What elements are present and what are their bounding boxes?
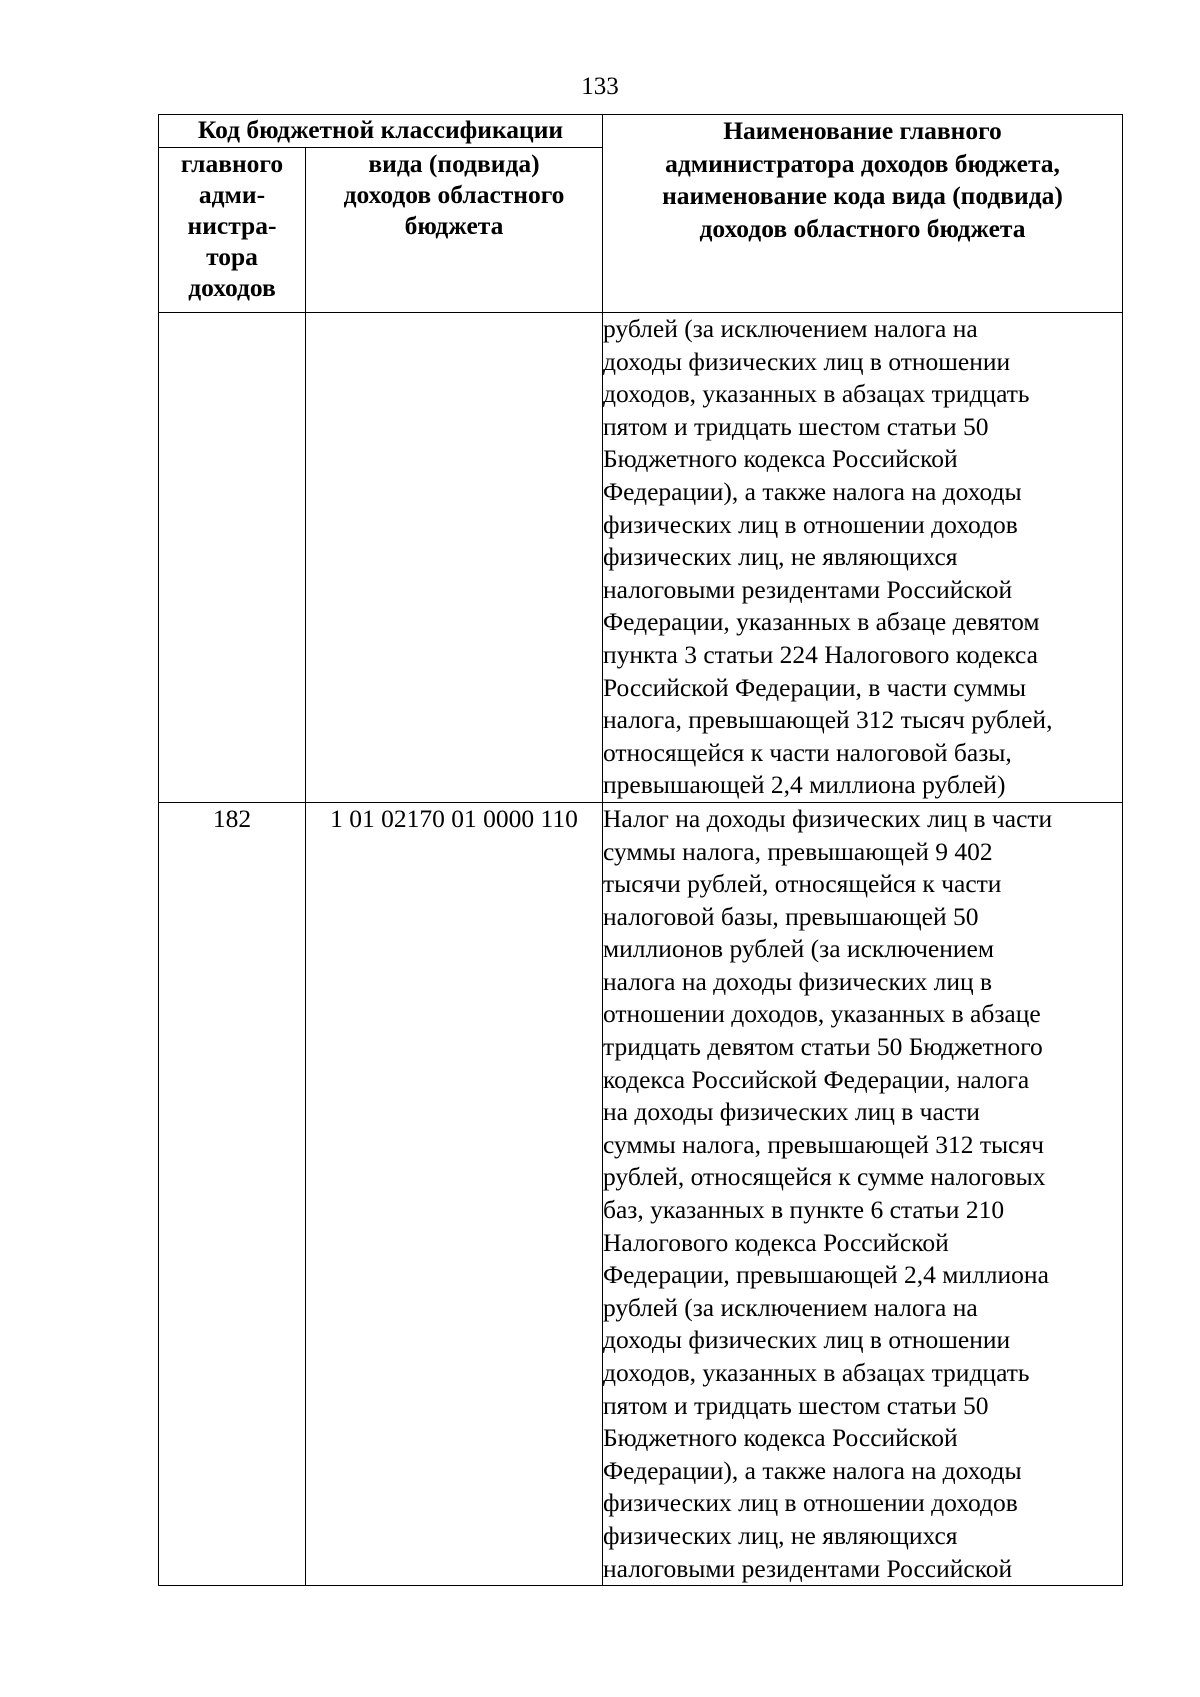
description-line: на доходы физических лиц в части <box>603 1097 980 1127</box>
description-line: тридцать девятом статьи 50 Бюджетного <box>603 1032 1043 1062</box>
description-line: рублей, относящейся к сумме налоговых <box>603 1162 1046 1192</box>
description-line: Бюджетного кодекса Российской <box>603 1423 958 1453</box>
header-name-line: Наименование главного <box>723 116 1002 145</box>
description-line: Налогового кодекса Российской <box>603 1227 949 1257</box>
description-cell <box>603 313 1123 803</box>
description-line: налога, превышающей 312 тысяч рублей, <box>603 705 1053 735</box>
header-name-column <box>603 115 1123 313</box>
description-line: тысячи рублей, относящейся к части <box>603 869 1002 899</box>
description-line: Федерации), а также налога на доходы <box>603 476 1022 506</box>
kind-code-cell: 1 01 02170 01 0000 110 <box>306 802 603 1585</box>
header-kind-line: доходов областного <box>343 180 565 209</box>
description-line: физических лиц в отношении доходов <box>603 509 1018 539</box>
header-admin-line: доходов <box>188 273 276 302</box>
description-line: рублей (за исключением налога на <box>603 1292 978 1322</box>
table-body <box>159 313 1123 1586</box>
page-number: 133 <box>581 73 619 100</box>
description-line: баз, указанных в пункте 6 статьи 210 <box>603 1195 1005 1225</box>
header-admin-line: тора <box>206 242 258 271</box>
description-cell <box>603 802 1123 1585</box>
header-name-line: администратора доходов бюджета, <box>665 148 1060 178</box>
description-line: отношении доходов, указанных в абзаце <box>603 999 1041 1029</box>
table-row <box>159 313 1123 803</box>
header-kind-column <box>306 148 603 313</box>
header-admin-line: нистра- <box>187 211 277 240</box>
description-line: налоговыми резидентами Российской <box>603 1553 1013 1583</box>
kind-code-cell <box>306 313 603 803</box>
header-kind-line: вида (подвида) <box>368 149 540 178</box>
description-line: Федерации), а также налога на доходы <box>603 1455 1022 1485</box>
description-line: доходы физических лиц в отношении <box>603 346 1011 376</box>
header-admin-line: главного <box>180 149 284 178</box>
description-line: налога на доходы физических лиц в <box>603 966 993 996</box>
admin-code-cell <box>159 313 306 803</box>
description-line: налоговой базы, превышающей 50 <box>603 901 979 931</box>
budget-classification-table <box>158 114 1123 1586</box>
description-line: миллионов рублей (за исключением <box>603 934 994 964</box>
description-line: пункта 3 статьи 224 Налогового кодекса <box>603 639 1038 669</box>
description-line: доходов, указанных в абзацах тридцать <box>603 1358 1030 1387</box>
description-line: суммы налога, превышающей 312 тысяч <box>603 1129 1045 1159</box>
description-line: превышающей 2,4 миллиона рублей) <box>603 770 1006 800</box>
description-line: налоговыми резидентами Российской <box>603 574 1013 604</box>
description-line: Федерации, превышающей 2,4 миллиона <box>603 1260 1049 1290</box>
description-line: относящейся к части налоговой базы, <box>603 737 1012 767</box>
description-line: доходы физических лиц в отношении <box>603 1325 1011 1355</box>
header-budget-code-group: Код бюджетной классификации <box>159 115 603 148</box>
admin-code-cell: 182 <box>159 802 306 1585</box>
description-line: Российской Федерации, в части суммы <box>603 672 1027 702</box>
description-line: доходов, указанных в абзацах тридцать <box>603 379 1030 409</box>
description-line: физических лиц в отношении доходов <box>603 1488 1018 1518</box>
description-line: физических лиц, не являющихся <box>603 1520 958 1550</box>
description-line: Налог на доходы физических лиц в части <box>603 803 1053 833</box>
header-admin-line: адми- <box>198 180 266 209</box>
header-kind-line: бюджета <box>404 211 504 240</box>
description-line: кодекса Российской Федерации, налога <box>603 1064 1030 1094</box>
header-name-line: доходов областного бюджета <box>699 213 1026 243</box>
description-line: Федерации, указанных в абзаце девятом <box>603 607 1040 637</box>
description-line: рублей (за исключением налога на <box>603 314 978 343</box>
header-name-line: наименование кода вида (подвида) <box>662 181 1063 210</box>
header-admin-column <box>159 148 306 313</box>
description-line: физических лиц, не являющихся <box>603 542 958 572</box>
description-line: пятом и тридцать шестом статьи 50 <box>603 411 989 441</box>
table-row <box>159 802 1123 1585</box>
description-line: суммы налога, превышающей 9 402 <box>603 836 993 866</box>
description-line: Бюджетного кодекса Российской <box>603 444 958 474</box>
description-line: пятом и тридцать шестом статьи 50 <box>603 1390 989 1420</box>
